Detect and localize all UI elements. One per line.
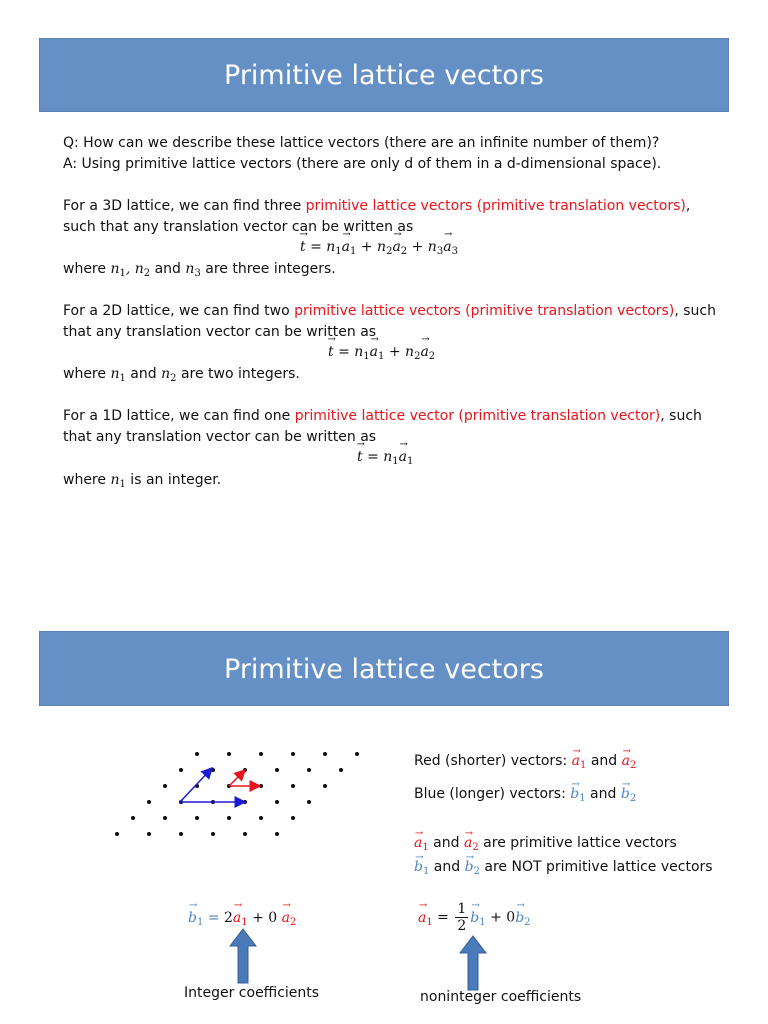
para-1d-line1 xyxy=(63,406,702,427)
lattice-points xyxy=(115,752,359,836)
para-2d-line2: that any translation vector can be written as xyxy=(63,324,377,340)
integer-caption: Integer coefficients xyxy=(184,985,320,1001)
para-2d-where: where $n_1$ and $n_2$ are two integers. xyxy=(63,366,300,384)
slide1-title: Primitive lattice vectors xyxy=(39,38,729,112)
where-tail: are three integers. xyxy=(200,261,336,277)
where-and: and xyxy=(150,261,186,277)
lattice-point xyxy=(147,832,151,836)
para-2d-post: , such xyxy=(674,303,716,319)
lattice-point xyxy=(195,816,199,820)
lattice-point xyxy=(259,752,263,756)
para-1d-line2: that any translation vector can be written as xyxy=(63,429,377,445)
vector-a2 xyxy=(229,770,245,786)
fraction-half xyxy=(455,901,468,934)
para-3d-pre: For a 3D lattice, we can find three xyxy=(63,198,306,214)
para-1d-post: , such xyxy=(660,408,702,424)
coef-zero: + 0 xyxy=(247,910,282,926)
lattice-diagram xyxy=(100,740,380,850)
where-label: where xyxy=(63,261,111,277)
lattice-point xyxy=(275,800,279,804)
lattice-point xyxy=(163,816,167,820)
noninteger-caption: noninteger coefficients xyxy=(420,989,582,1005)
equation-a1: → $a_1$ = $\frac{1}{2}$ → $b_1 + 0\to b_2$ xyxy=(418,901,531,934)
para-3d-red: primitive lattice vectors (primitive translation vectors) xyxy=(305,198,686,214)
para-3d-line1 xyxy=(63,196,690,217)
red-vectors-label: Red (shorter) vectors: xyxy=(414,753,572,769)
para-1d-where: where $n_1$ is an integer. xyxy=(63,472,222,490)
primitive-statement: → $a_1$ and → $a_2$ are primitive lattice vectors xyxy=(414,833,677,858)
equation-1d: → $t = n_1\to a_1$ xyxy=(357,449,413,467)
and-word: and xyxy=(428,835,464,851)
answer-line: A: Using primitive lattice vectors (there are only d of them in a d-dimensional space). xyxy=(63,156,662,172)
question-line: Q: How can we describe these lattice vectors (there are an infinite number of them)? xyxy=(63,135,660,151)
and-word: and xyxy=(585,786,621,802)
equation-b1: → $b_1 = 2\to a_1 + 0 \to a_2$ xyxy=(188,910,296,928)
lattice-point xyxy=(355,752,359,756)
vector-b2 xyxy=(180,768,212,802)
blue-vectors-label: Blue (longer) vectors: xyxy=(414,786,571,802)
para-2d-red: primitive lattice vectors (primitive translation vectors) xyxy=(294,303,675,319)
lattice-point xyxy=(339,768,343,772)
lattice-point xyxy=(323,752,327,756)
equation-3d: → $t = n_1\to a_1 + n_2\to a_2 + n_3\to a_3$ xyxy=(300,239,458,257)
slide2-title: Primitive lattice vectors xyxy=(39,631,729,706)
lattice-point xyxy=(259,816,263,820)
equation-2d: → $t = n_1\to a_1 + n_2\to a_2$ xyxy=(328,344,435,362)
where-label: where xyxy=(63,472,111,488)
para-1d-red: primitive lattice vector (primitive translation vector) xyxy=(294,408,661,424)
lattice-point xyxy=(323,784,327,788)
lattice-point xyxy=(307,800,311,804)
where-and: and xyxy=(125,366,162,382)
para-2d-pre: For a 2D lattice, we can find two xyxy=(63,303,295,319)
primitive-text: are primitive lattice vectors xyxy=(478,835,677,851)
lattice-point xyxy=(307,768,311,772)
not-primitive-statement: → $b_1$ and → $b_2$ are NOT primitive lattice vectors xyxy=(414,857,713,882)
red-vectors-line: Red (shorter) vectors: → $a_1$ and → $a_2$ xyxy=(414,751,636,776)
where-tail: is an integer. xyxy=(125,472,222,488)
where-tail: are two integers. xyxy=(176,366,300,382)
lattice-point xyxy=(291,816,295,820)
and-word: and xyxy=(586,753,622,769)
coef-zero: + 0 xyxy=(485,909,516,926)
lattice-point xyxy=(243,832,247,836)
para-3d-post: , xyxy=(685,198,691,214)
para-3d-where: where $n_1$, $n_2$ and $n_3$ are three integers. xyxy=(63,261,336,279)
and-word: and xyxy=(429,859,465,875)
where-label: where xyxy=(63,366,111,382)
frac-num: 1 xyxy=(457,901,467,917)
lattice-point xyxy=(131,816,135,820)
lattice-point xyxy=(163,784,167,788)
lattice-point xyxy=(275,832,279,836)
lattice-point xyxy=(211,832,215,836)
lattice-point xyxy=(275,768,279,772)
para-1d-pre: For a 1D lattice, we can find one xyxy=(63,408,295,424)
frac-den: 2 xyxy=(457,918,467,934)
coef-two: 2 xyxy=(223,910,233,926)
lattice-point xyxy=(179,832,183,836)
lattice-point xyxy=(227,816,231,820)
lattice-point xyxy=(227,752,231,756)
lattice-point xyxy=(179,768,183,772)
lattice-point xyxy=(195,752,199,756)
para-2d-line1 xyxy=(63,301,716,322)
blue-vectors-line: Blue (longer) vectors: → $b_1$ and → $b_2$ xyxy=(414,784,636,809)
para-3d-line2: such that any translation vector can be written as xyxy=(63,219,414,235)
not-primitive-text: are NOT primitive lattice vectors xyxy=(479,859,713,875)
lattice-point xyxy=(147,800,151,804)
up-arrow-icon xyxy=(229,928,257,984)
lattice-point xyxy=(115,832,119,836)
lattice-point xyxy=(291,752,295,756)
lattice-point xyxy=(291,784,295,788)
up-arrow-icon xyxy=(459,935,487,991)
